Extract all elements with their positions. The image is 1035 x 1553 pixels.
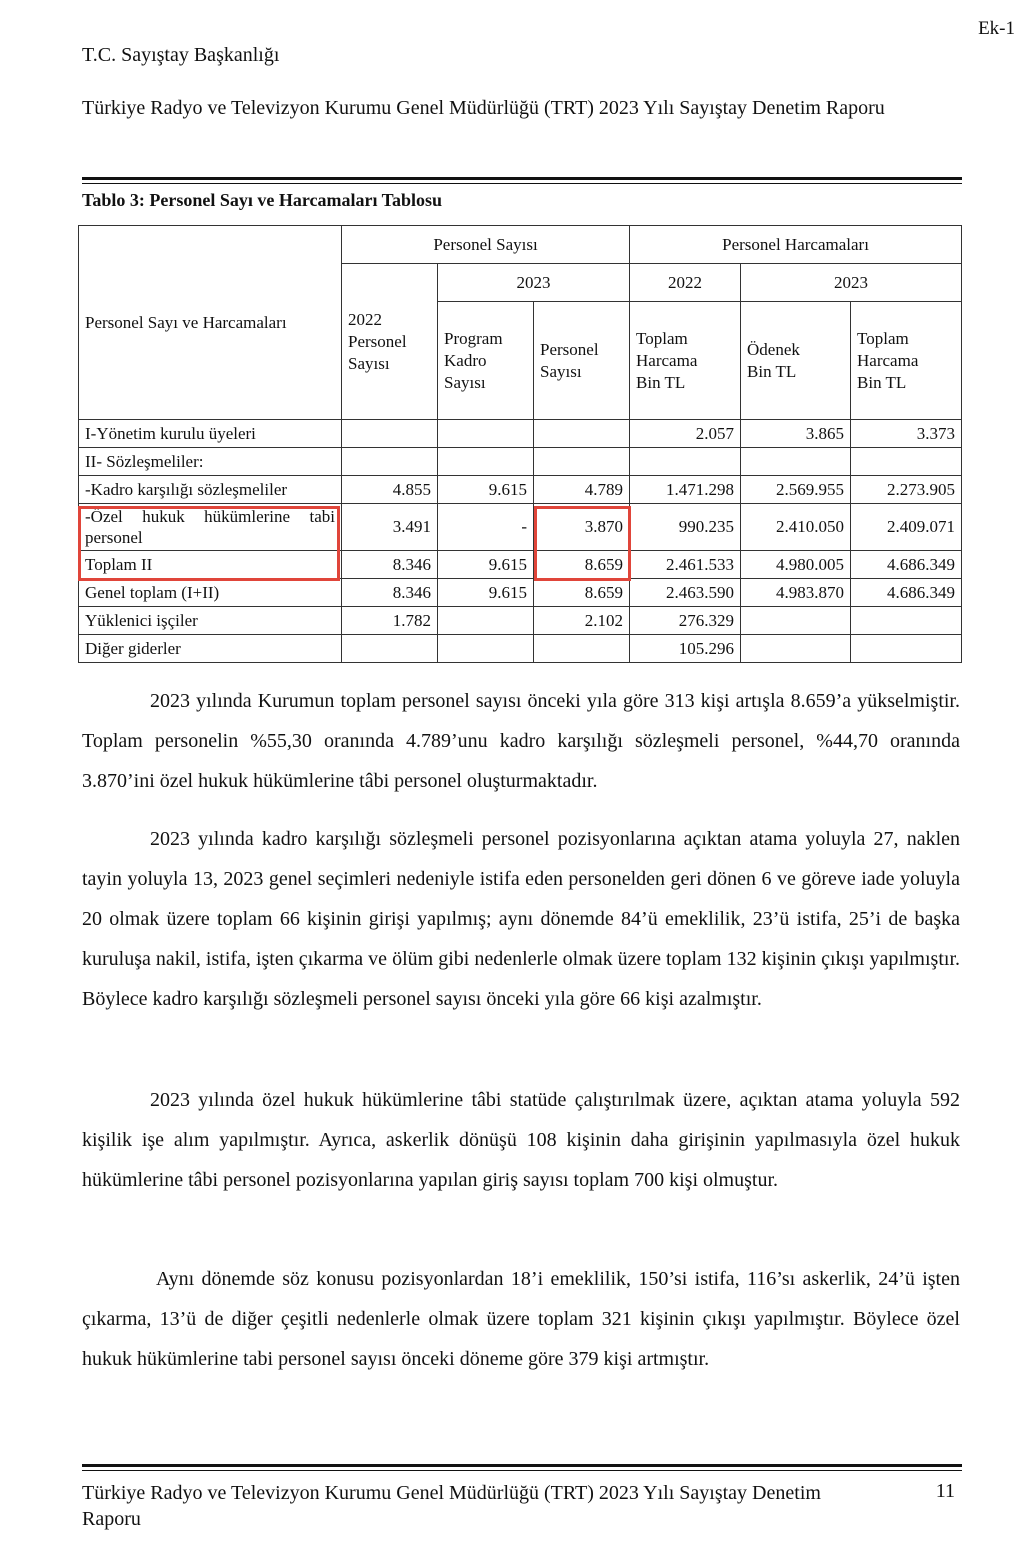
paragraph: 2023 yılında kadro karşılığı sözleşmeli personel pozisyonlarına açıktan atama yoluyla 27, naklen tayin yoluyla 13, 2023 genel seçimleri nedeniyle istifa eden personelden geri dönen 6 ve göreve iade yoluyla 20 olmak üzere toplam 66 kişinin girişi yapılmış; aynı dönemde 84’ü emeklilik, 23’ü istifa, 25’i de başka kuruluşa nakil, istifa, işten çıkarma ve ölüm gibi nedenlerle olmak üzere toplam 132 kişinin çıkışı yapılmıştır. Böylece kadro karşılığı sözleşmeli personel sayısı önceki yıla göre 66 kişi azalmıştır. (82, 828, 960, 1010)
table-cell: 9.615 (438, 476, 534, 504)
row-label: Genel toplam (I+II) (79, 579, 342, 607)
row-label: -Özel hukuk hükümlerine tabi personel (79, 504, 342, 551)
table-cell: 8.659 (534, 551, 630, 579)
table-cell: 2.102 (534, 607, 630, 635)
column-header: Personel Sayısı (534, 302, 630, 420)
table-cell (534, 635, 630, 663)
table-cell: 990.235 (630, 504, 741, 551)
table-caption: Tablo 3: Personel Sayı ve Harcamaları Tablosu (82, 190, 443, 210)
row-label: II- Sözleşmeliler: (79, 448, 342, 476)
table-cell: 3.373 (851, 420, 962, 448)
table-row (79, 476, 962, 504)
table-cell: 8.346 (342, 551, 438, 579)
table-cell: 8.659 (534, 579, 630, 607)
table-cell: 2.410.050 (741, 504, 851, 551)
table-cell: 8.346 (342, 579, 438, 607)
footer-rule-thin (82, 1470, 962, 1471)
table-cell: 4.789 (534, 476, 630, 504)
year-header-expenses-2023: 2023 (741, 264, 962, 302)
highlight-box-staff-count (534, 506, 631, 581)
table-cell: 4.855 (342, 476, 438, 504)
table-cell (342, 420, 438, 448)
table-cell (741, 448, 851, 476)
table-cell: 2.463.590 (630, 579, 741, 607)
footer-rule-thick (82, 1464, 962, 1467)
table-cell: 1.782 (342, 607, 438, 635)
table-cell: 2.273.905 (851, 476, 962, 504)
highlight-box-row-labels (78, 506, 340, 581)
column-header: 2022 Personel Sayısı (342, 264, 438, 420)
table-cell: 3.870 (534, 504, 630, 551)
table-cell (438, 448, 534, 476)
table-cell (851, 607, 962, 635)
table-cell (534, 420, 630, 448)
paragraph: 2023 yılında Kurumun toplam personel sayısı önceki yıla göre 313 kişi artışla 8.659’a yükselmiştir. Toplam personelin %55,30 oranında 4.789’unu kadro karşılığı sözleşmeli personel, %44,70 oranında 3.870’ini özel hukuk hükümlerine tâbi personel oluşturmaktadır. (82, 690, 960, 792)
column-header: Program Kadro Sayısı (438, 302, 534, 420)
paragraph: Aynı dönemde söz konusu pozisyonlardan 18’i emeklilik, 150’si istifa, 116’sı askerlik, 24’ü işten çıkarma, 13’ü de diğer çeşitli nedenlerle olmak üzere toplam 321 kişinin çıkışı yapılmıştır. Böylece özel hukuk hükümlerine tabi personel sayısı önceki döneme göre 379 kişi artmıştır. (82, 1268, 960, 1370)
table-row (79, 579, 962, 607)
table-cell: 9.615 (438, 579, 534, 607)
table-cell: 105.296 (630, 635, 741, 663)
table-cell: 2.461.533 (630, 551, 741, 579)
table-row (79, 420, 962, 448)
table-row (79, 448, 962, 476)
table-cell: 1.471.298 (630, 476, 741, 504)
page-number: 11 (935, 1480, 955, 1502)
group-header-staff-expenses: Personel Harcamaları (630, 226, 962, 264)
table-cell (342, 448, 438, 476)
table-cell (851, 448, 962, 476)
column-header: Toplam Harcama Bin TL (851, 302, 962, 420)
column-header: Toplam Harcama Bin TL (630, 302, 741, 420)
table-cell (342, 635, 438, 663)
table-cell (534, 448, 630, 476)
table-cell (741, 607, 851, 635)
row-header-label: Personel Sayı ve Harcamaları (79, 226, 342, 420)
table-cell (741, 635, 851, 663)
table-cell (851, 635, 962, 663)
row-label: Toplam II (79, 551, 342, 579)
table-row (79, 635, 962, 663)
table-cell: 4.686.349 (851, 579, 962, 607)
table-cell (630, 448, 741, 476)
table-cell: 2.569.955 (741, 476, 851, 504)
paragraph: 2023 yılında özel hukuk hükümlerine tâbi statüde çalıştırılmak üzere, açıktan atama yoluyla 592 kişilik işe alım yapılmıştır. Ayrıca, askerlik dönüşü 108 kişinin daha girişinin yapılmasıyla özel hukuk hükümlerine tâbi personel pozisyonlarına yapılan giriş sayısı toplam 700 kişi olmuştur. (82, 1089, 960, 1191)
table-cell: 4.686.349 (851, 551, 962, 579)
table-cell: 9.615 (438, 551, 534, 579)
table-cell (438, 635, 534, 663)
table-cell: - (438, 504, 534, 551)
year-header-staff-2023: 2023 (438, 264, 630, 302)
row-label: I-Yönetim kurulu üyeleri (79, 420, 342, 448)
header-rule-thin (82, 183, 962, 184)
table-cell: 4.983.870 (741, 579, 851, 607)
footer-text: Türkiye Radyo ve Televizyon Kurumu Genel Müdürlüğü (TRT) 2023 Yılı Sayıştay Denetim Raporu (82, 1482, 821, 1530)
table-row (79, 607, 962, 635)
column-header: Ödenek Bin TL (741, 302, 851, 420)
header-rule-thick (82, 177, 962, 180)
table-cell (438, 420, 534, 448)
organization-name: T.C. Sayıştay Başkanlığı (82, 44, 280, 66)
table-cell: 4.980.005 (741, 551, 851, 579)
row-label: -Kadro karşılığı sözleşmeliler (79, 476, 342, 504)
table-cell: 3.491 (342, 504, 438, 551)
table-cell: 3.865 (741, 420, 851, 448)
row-label: Yüklenici işçiler (79, 607, 342, 635)
table-cell (438, 607, 534, 635)
annex-label: Ek-1 (978, 18, 1015, 39)
table-cell: 2.057 (630, 420, 741, 448)
table-cell: 276.329 (630, 607, 741, 635)
row-label: Diğer giderler (79, 635, 342, 663)
year-header-expenses-2022: 2022 (630, 264, 741, 302)
personnel-table (78, 225, 962, 663)
group-header-staff-count: Personel Sayısı (342, 226, 630, 264)
report-title: Türkiye Radyo ve Televizyon Kurumu Genel Müdürlüğü (TRT) 2023 Yılı Sayıştay Denetim Raporu (82, 97, 885, 119)
table-cell: 2.409.071 (851, 504, 962, 551)
